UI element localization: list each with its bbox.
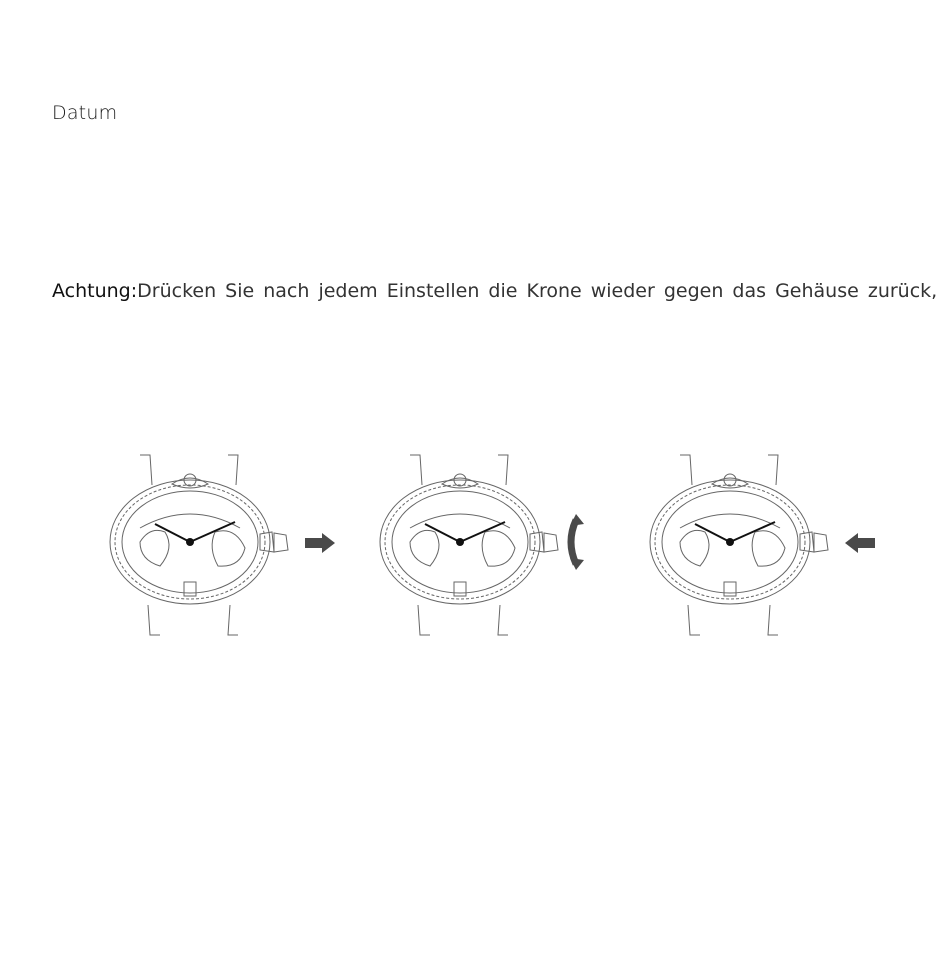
rotate-arrow-icon (570, 514, 584, 570)
notice-label: Achtung: (52, 280, 138, 302)
section-heading: Datum (52, 102, 118, 124)
right-arrow-icon (305, 533, 335, 553)
watch-illustration-turn (370, 440, 630, 650)
left-arrow-icon (845, 533, 875, 553)
watch-illustration-push (640, 440, 900, 650)
watch-illustration-pull (100, 440, 360, 650)
notice-text: Drücken Sie nach jedem Einstellen die Krone wieder gegen das Gehäuse zurück, (137, 280, 938, 302)
watch-illustrations (0, 440, 950, 650)
notice-line (52, 279, 938, 303)
